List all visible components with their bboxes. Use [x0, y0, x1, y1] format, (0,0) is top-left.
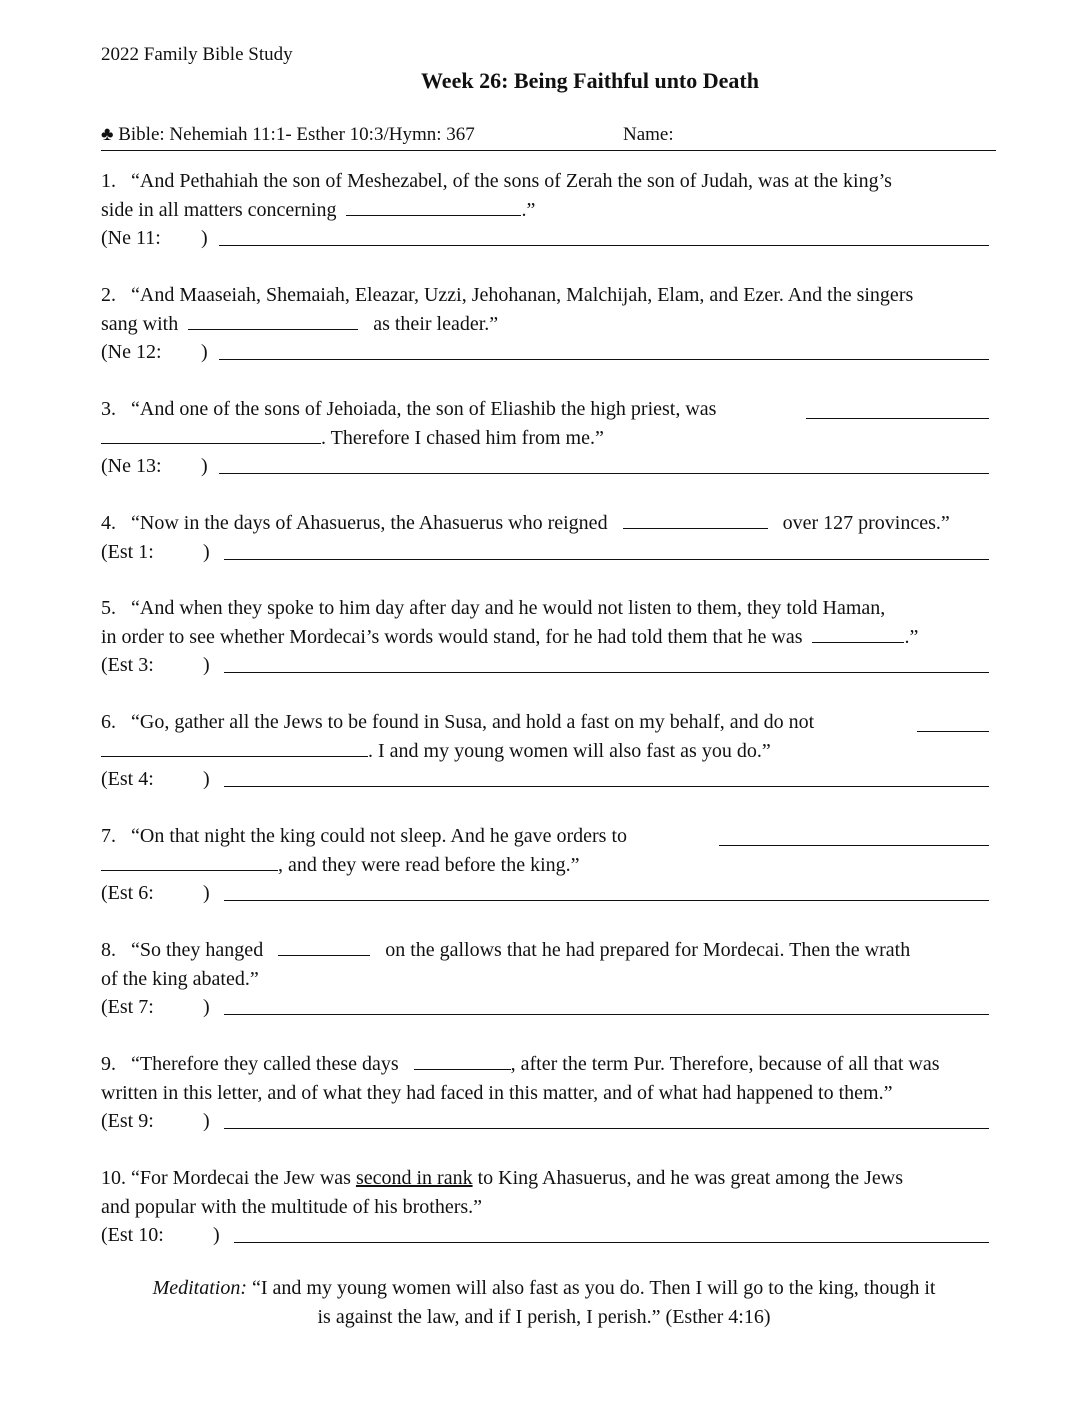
answer-reference	[101, 651, 989, 680]
question-text: “Therefore they called these days	[131, 1053, 399, 1075]
fill-blank[interactable]	[719, 827, 989, 846]
question-text: “On that night the king could not sleep. And he gave orders to	[131, 825, 628, 847]
answer-reference	[101, 538, 989, 567]
question-text: . I and my young women will also fast as you do.”	[368, 739, 771, 762]
answer-line[interactable]	[224, 1014, 989, 1015]
answer-reference	[101, 338, 989, 367]
question-number: 10.	[101, 1167, 126, 1189]
question-number: 3.	[101, 398, 116, 420]
bible-reading-label: ♣ Bible: Nehemiah 11:1- Esther 10:3/Hymn: 367	[101, 124, 475, 145]
fill-blank[interactable]	[812, 624, 904, 643]
study-name: 2022 Family Bible Study	[101, 44, 293, 65]
question-text: written in this letter, and of what they had faced in this matter, and of what had happened to them.”	[101, 1081, 893, 1104]
question-text: , after the term Pur. Therefore, because of all that was	[510, 1053, 940, 1075]
question-number: 4.	[101, 512, 116, 534]
reference-label: (Ne 12:	[101, 341, 162, 363]
question-10	[101, 1164, 989, 1250]
question-number: 6.	[101, 711, 116, 733]
question-text: “And when they spoke to him day after day and he would not listen to them, they told Haman,	[131, 597, 886, 619]
fill-blank[interactable]	[414, 1051, 511, 1070]
answer-reference	[101, 452, 989, 481]
question-8	[101, 936, 989, 1022]
meditation-text: “I and my young women will also fast as you do. Then I will go to the king, though it	[252, 1277, 936, 1299]
question-3	[101, 395, 989, 481]
reference-paren: )	[203, 654, 210, 676]
reference-paren: )	[203, 882, 210, 904]
question-text: side in all matters concerning	[101, 198, 337, 221]
reference-paren: )	[201, 455, 208, 477]
question-4	[101, 509, 989, 566]
question-text: as their leader.”	[373, 312, 499, 335]
answer-line[interactable]	[224, 672, 989, 673]
fill-blank[interactable]	[101, 852, 278, 871]
question-text: “For Mordecai the Jew was	[131, 1167, 351, 1189]
reference-label: (Est 1:	[101, 540, 154, 563]
question-6	[101, 708, 989, 794]
answer-reference	[101, 224, 989, 253]
answer-line[interactable]	[224, 559, 989, 560]
question-text: “And Maaseiah, Shemaiah, Eleazar, Uzzi, Jehohanan, Malchijah, Elam, and Ezer. And the singers	[131, 284, 914, 306]
answer-line[interactable]	[219, 473, 989, 474]
question-text: of the king abated.”	[101, 967, 259, 990]
question-text: in order to see whether Mordecai’s words would stand, for he had told them that he was	[101, 625, 803, 648]
reference-label: (Ne 11:	[101, 227, 161, 249]
meditation-label: Meditation:	[152, 1277, 247, 1299]
question-text: to King Ahasuerus, and he was great among the Jews	[477, 1167, 904, 1189]
question-text: .”	[904, 625, 919, 648]
reference-paren: )	[203, 540, 210, 563]
answer-reference	[101, 993, 989, 1022]
meditation-text: is against the law, and if I perish, I perish.” (Esther 4:16)	[317, 1306, 771, 1328]
question-number: 7.	[101, 825, 116, 847]
answer-line[interactable]	[219, 245, 989, 246]
answer-line[interactable]	[224, 900, 989, 901]
question-number: 2.	[101, 284, 116, 306]
reference-label: (Est 3:	[101, 654, 154, 676]
question-9	[101, 1050, 989, 1136]
question-number: 9.	[101, 1053, 116, 1075]
fill-blank[interactable]	[188, 311, 358, 330]
reference-label: (Est 6:	[101, 882, 154, 904]
fill-blank[interactable]	[101, 738, 368, 757]
question-text: “And one of the sons of Jehoiada, the son of Eliashib the high priest, was	[131, 398, 717, 420]
reference-paren: )	[213, 1224, 220, 1246]
question-text: “Go, gather all the Jews to be found in Susa, and hold a fast on my behalf, and do not	[131, 711, 815, 733]
question-1	[101, 167, 989, 253]
fill-blank[interactable]	[278, 937, 370, 956]
question-number: 1.	[101, 170, 116, 192]
question-text: “And Pethahiah the son of Meshezabel, of the sons of Zerah the son of Judah, was at the king’s	[131, 170, 892, 192]
reference-paren: )	[203, 1110, 210, 1132]
answer-line[interactable]	[234, 1242, 989, 1243]
question-5	[101, 594, 989, 680]
question-text: “Now in the days of Ahasuerus, the Ahasuerus who reigned	[131, 512, 608, 534]
page-title: Week 26: Being Faithful unto Death	[421, 68, 759, 93]
underlined-phrase: second in rank	[355, 1167, 473, 1189]
reference-label: (Est 4:	[101, 768, 154, 790]
question-2	[101, 281, 989, 367]
fill-blank[interactable]	[101, 425, 321, 444]
answer-reference	[101, 1221, 989, 1250]
fill-blank[interactable]	[346, 197, 521, 216]
answer-reference	[101, 1107, 989, 1136]
fill-blank[interactable]	[806, 400, 989, 419]
fill-blank[interactable]	[623, 510, 768, 529]
question-text: on the gallows that he had prepared for Mordecai. Then the wrath	[385, 939, 911, 961]
answer-line[interactable]	[224, 1128, 989, 1129]
reference-paren: )	[203, 768, 210, 790]
question-text: , and they were read before the king.”	[278, 853, 580, 876]
fill-blank[interactable]	[917, 713, 989, 732]
reference-paren: )	[201, 341, 208, 363]
answer-line[interactable]	[224, 786, 989, 787]
question-number: 8.	[101, 939, 116, 961]
name-label: Name:	[623, 124, 674, 145]
question-text: . Therefore I chased him from me.”	[321, 426, 604, 449]
reference-label: (Est 9:	[101, 1110, 154, 1132]
answer-line[interactable]	[219, 359, 989, 360]
question-text: .”	[521, 198, 536, 221]
meditation	[100, 1274, 988, 1332]
reference-paren: )	[201, 227, 208, 249]
question-7	[101, 822, 989, 908]
answer-reference	[101, 879, 989, 908]
info-row	[101, 122, 996, 151]
reference-label: (Ne 13:	[101, 455, 162, 477]
answer-reference	[101, 765, 989, 794]
question-text: “So they hanged	[131, 939, 264, 961]
question-text: sang with	[101, 312, 179, 335]
reference-paren: )	[203, 996, 210, 1018]
reference-label: (Est 10:	[101, 1224, 164, 1246]
reference-label: (Est 7:	[101, 996, 154, 1018]
question-text: and popular with the multitude of his brothers.”	[101, 1195, 483, 1218]
question-number: 5.	[101, 597, 116, 619]
question-text: over 127 provinces.”	[782, 512, 950, 534]
